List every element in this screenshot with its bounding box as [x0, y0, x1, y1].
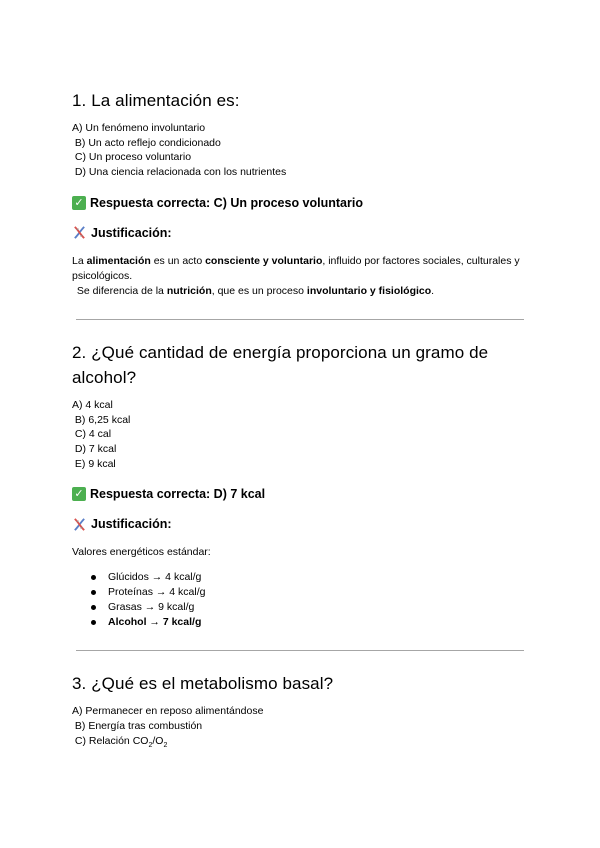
- question-2-justification-intro: Valores energéticos estándar:: [72, 546, 211, 559]
- answer-text: Respuesta correcta: D) 7 kcal: [90, 487, 266, 502]
- list-item: Alcohol → 7 kcal/g: [72, 615, 528, 630]
- question-2-title: 2. ¿Qué cantidad de energía proporciona un gramo de alcohol?: [72, 342, 489, 387]
- question-1-justification-label: [72, 224, 528, 242]
- option: C) Relación $CO_2/O_2$: [72, 734, 168, 749]
- option: A) 4 kcal: [72, 398, 113, 411]
- question-2-options: [72, 398, 528, 472]
- option: B) 6,25 kcal: [72, 413, 131, 426]
- question-1-title: 1. La alimentación es:: [72, 91, 240, 110]
- option: C) Un proceso voluntario: [72, 151, 192, 164]
- option: B) Un acto reflejo condicionado: [72, 136, 221, 149]
- question-3-options: [72, 704, 528, 753]
- dna-icon: [72, 517, 87, 532]
- option: D) Una ciencia relacionada con los nutrientes: [72, 166, 287, 179]
- section-divider: [76, 319, 524, 320]
- answer-text: Respuesta correcta: C) Un proceso voluntario: [90, 195, 363, 210]
- list-item: Proteínas → 4 kcal/g: [72, 585, 528, 600]
- justification-label: Justificación:: [91, 225, 172, 240]
- energy-values-list: [72, 570, 528, 630]
- justification-label: Justificación:: [91, 517, 172, 532]
- justification-paragraph-2: Se diferencia de la nutrición, que es un proceso involuntario y fisiológico.: [76, 284, 435, 297]
- question-2-justification-label: [72, 515, 528, 533]
- list-item: Glúcidos → 4 kcal/g: [72, 570, 528, 585]
- option: E) 9 kcal: [72, 457, 116, 470]
- document-content: [72, 88, 528, 754]
- dna-icon: [72, 225, 87, 240]
- check-mark-icon: ✓: [72, 487, 86, 501]
- question-1-justification: [72, 254, 528, 299]
- question-1-answer: [72, 194, 528, 212]
- question-1-options: [72, 121, 528, 180]
- option: C) 4 cal: [72, 428, 112, 441]
- question-2-answer: [72, 485, 528, 503]
- justification-paragraph-1: La alimentación es un acto consciente y voluntario, influido por factores sociales, culturales y psicológicos.: [72, 254, 520, 282]
- section-divider: [76, 650, 524, 651]
- option: D) 7 kcal: [72, 442, 117, 455]
- question-3-title: 3. ¿Qué es el metabolismo basal?: [72, 674, 334, 694]
- check-mark-icon: ✓: [72, 196, 86, 210]
- option: B) Energía tras combustión: [72, 720, 203, 733]
- list-item: Grasas → 9 kcal/g: [72, 600, 528, 615]
- option: A) Un fenómeno involuntario: [72, 122, 206, 134]
- option: A) Permanecer en reposo alimentándose: [72, 705, 264, 718]
